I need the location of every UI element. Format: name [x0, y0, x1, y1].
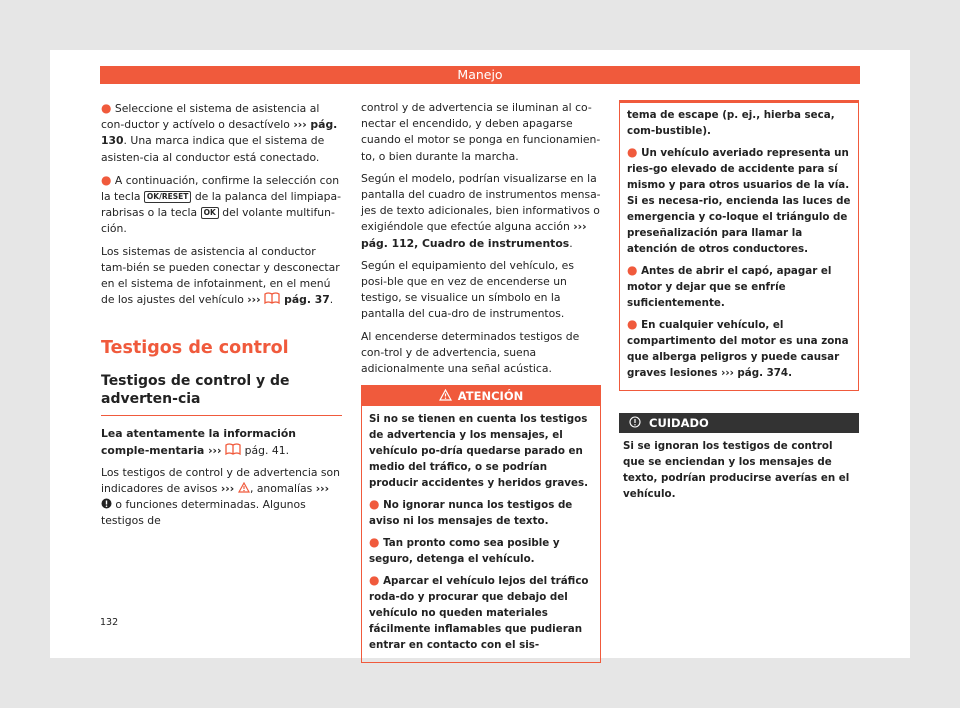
- warning-bullet: ● Aparcar el vehículo lejos del tráfico roda-do y procurar que debajo del vehículo no queden materiales fácilmente inflamables que pudieran entrar en contacto con el sis-: [369, 573, 589, 652]
- warning-bullet: ● Tan pronto como sea posible y seguro, detenga el vehículo.: [369, 535, 560, 566]
- warning-triangle-icon: [439, 389, 452, 401]
- caution-body: Si se ignoran los testigos de control que se enciendan y los mensajes de texto, podrían producirse averías en el vehículo.: [623, 440, 850, 500]
- subsection-title: Testigos de control y de adverten-cia: [101, 372, 342, 416]
- page-number: 132: [100, 617, 119, 628]
- warning-bullet: ● En cualquier vehículo, el compartimento del motor es una zona que alberga peligros y puede causar graves lesiones ››› pág. 374.: [627, 317, 849, 379]
- bullet-icon: ●: [369, 535, 380, 550]
- bullet-icon: ●: [101, 101, 112, 115]
- ok-key-icon: OK: [201, 207, 219, 219]
- page-reference[interactable]: pág. 37: [280, 293, 330, 307]
- paragraph: Según el equipamiento del vehículo, es posi-ble que en vez de encenderse un testigo, se visualice un símbolo en la pantalla del cua-dro de instrumentos.: [361, 258, 574, 321]
- paragraph: Al encenderse determinados testigos de con-trol y de advertencia, suena adicionalmente una señal acústica.: [361, 329, 580, 376]
- warning-triangle-icon: [238, 482, 250, 493]
- book-icon: [225, 443, 241, 455]
- lead-paragraph: Lea atentamente la información comple-mentaria ››› pág. 41.: [101, 427, 296, 457]
- bullet-icon: ●: [101, 172, 112, 187]
- page-reference[interactable]: ››› pág. 112, Cuadro de instrumentos: [361, 220, 587, 250]
- paragraph: Los testigos de control y de advertencia son indicadores de avisos ››› , anomalías ››› o funciones determinadas. Algunos testigos de: [101, 465, 340, 528]
- section-header: Manejo: [100, 66, 860, 84]
- paragraph: Los sistemas de asistencia al conductor tam-bién se pueden conectar y desconectar en el sistema de infotainment, en el menú de los ajustes del vehículo ››› pág. 37.: [101, 244, 340, 307]
- bullet-icon: ●: [627, 317, 638, 331]
- exclamation-circle-icon: [101, 498, 112, 509]
- bullet-icon: ●: [627, 145, 638, 159]
- warning-text: tema de escape (p. ej., hierba seca, com-bustible).: [627, 109, 835, 137]
- bullet-icon: ●: [369, 497, 380, 512]
- paragraph: control y de advertencia se iluminan al co-nectar el encendido, y deben apagarse cuando el motor se ponga en funcionamien-to, o bien durante la marcha.: [361, 101, 601, 163]
- paragraph: ● A continuación, confirme la selección con la tecla OK/RESET de la palanca del limpiapa-rabrisas o la tecla OK del volante multifun-ción.: [101, 172, 341, 236]
- column-3: [619, 100, 859, 507]
- warning-title: ATENCIÓN: [362, 386, 600, 406]
- warning-body: [362, 406, 600, 662]
- warning-box: [361, 385, 601, 663]
- caution-title: CUIDADO: [619, 413, 859, 433]
- warning-bullet: ● Un vehículo averiado representa un ries-go elevado de accidente para sí mismo y para otros usuarios de la vía. Si es necesa-rio, encienda las luces de emergencia y co-loque el triángulo de preseñalización para llamar la atención de otros conductores.: [627, 145, 851, 255]
- page-reference[interactable]: ››› pág. 130: [101, 118, 338, 148]
- warning-box-continued: [619, 100, 859, 391]
- warning-bullet: ● No ignorar nunca los testigos de aviso ni los mensajes de texto.: [369, 497, 573, 528]
- section-title: Testigos de control: [101, 338, 289, 359]
- bullet-icon: ●: [369, 573, 380, 588]
- warning-text: Si no se tienen en cuenta los testigos de advertencia y los mensajes, el vehículo po-dría quedarse parado en medio del tráfico, o se podrían producir accidentes y heridos graves.: [369, 413, 589, 490]
- bullet-icon: ●: [627, 263, 638, 277]
- okreset-key-icon: OK/RESET: [144, 191, 191, 203]
- column-2: [361, 100, 601, 663]
- book-icon: [264, 292, 280, 304]
- caution-box: [619, 413, 859, 507]
- info-circle-icon: [629, 416, 641, 428]
- warning-bullet: ● Antes de abrir el capó, apagar el motor y dejar que se enfríe suficientemente.: [627, 263, 832, 309]
- paragraph: Según el modelo, podrían visualizarse en la pantalla del cuadro de instrumentos mensa-jes de texto adicionales, bien informativos o exigiéndole que efectúe alguna acción ››› pág. 112, Cuadro de instrumentos.: [361, 171, 601, 250]
- page-reference[interactable]: pág. 41: [241, 443, 286, 457]
- column-1: [101, 100, 342, 536]
- page-reference[interactable]: ››› pág. 374: [721, 367, 789, 379]
- paragraph: ● Seleccione el sistema de asistencia al con-ductor y actívelo o desactívelo ››› pág. 130. Una marca indica que el sistema de asisten-cia al conductor está conectado.: [101, 101, 338, 164]
